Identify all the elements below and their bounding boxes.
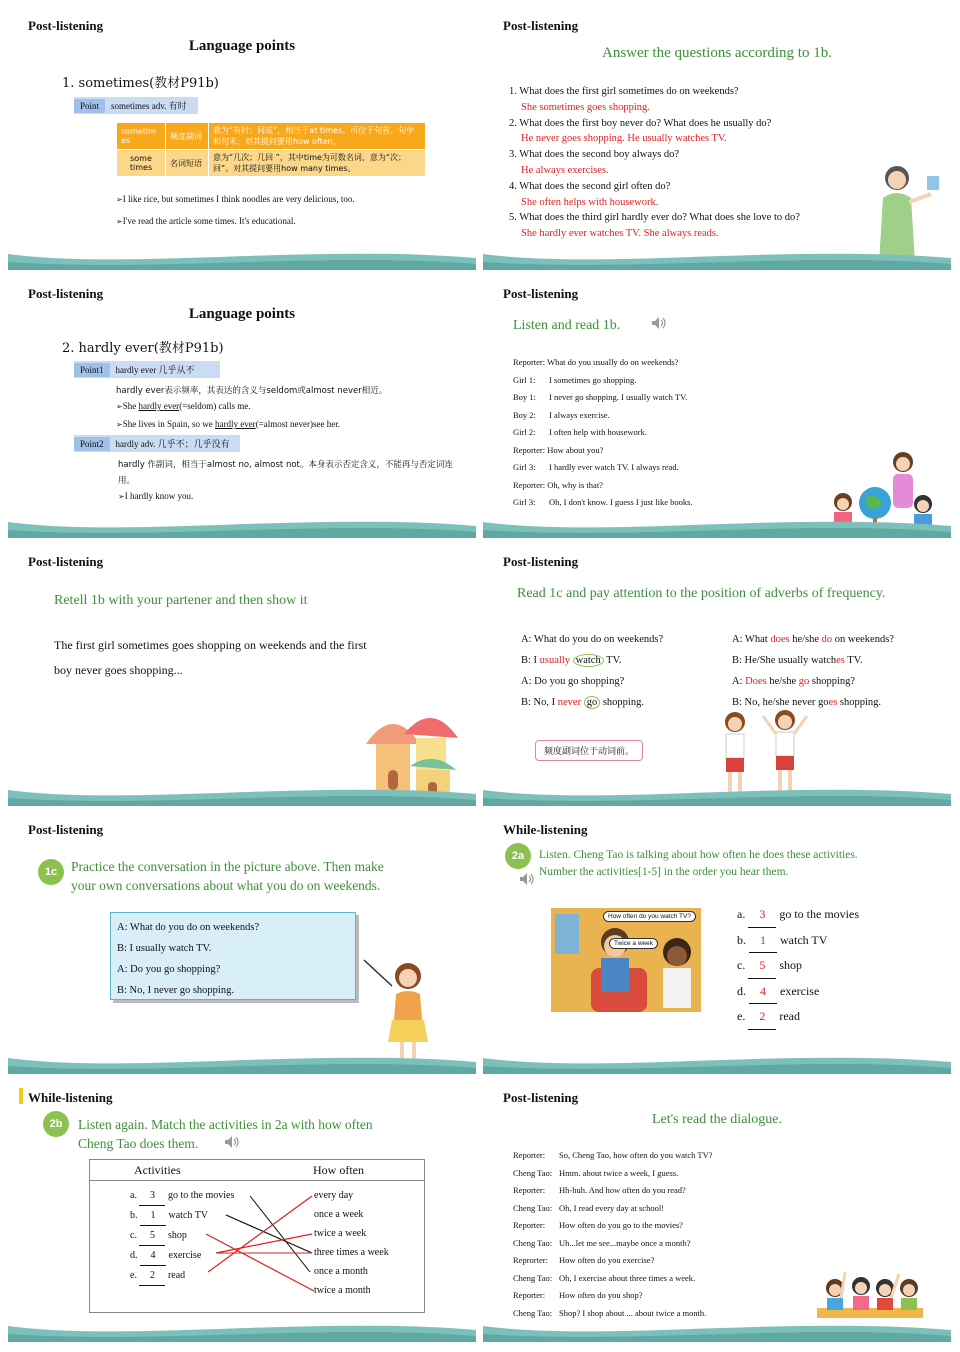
answer: She often helps with housework.: [521, 196, 659, 208]
point-tag-label: Point: [74, 99, 105, 113]
column-header: Activities: [134, 1163, 181, 1177]
matching-table: [89, 1159, 425, 1313]
speaker-icon[interactable]: [519, 872, 535, 886]
dialogue-line: Boy 2: I always exercise.: [513, 409, 610, 420]
instruction-line: Listen. Cheng Tao is talking about how often he does these activities.: [539, 849, 858, 861]
qa-list: [509, 84, 849, 242]
answer: She sometimes goes shopping.: [521, 101, 650, 113]
point-tag-text: sometimes adv. 有时: [111, 101, 187, 111]
dialogue-line: Boy 1: I never go shopping. I usually watch TV.: [513, 392, 688, 402]
instruction: [539, 847, 858, 881]
slide-title: Post-listening: [28, 286, 104, 301]
frequency-item: once a month: [314, 1266, 368, 1277]
note-callout: 频度副词位于动词前。: [535, 740, 643, 761]
slide-title: Post-listening: [503, 18, 579, 33]
list-item: a. 3 go to the movies: [737, 902, 859, 928]
wave-decoration: [483, 784, 951, 806]
slide-heading: Language points: [188, 306, 296, 322]
list-item: c. 5 shop: [130, 1226, 234, 1246]
dialogue-line: Reporter: Oh, why is that?: [513, 479, 603, 490]
matching-lines: [90, 1160, 424, 1312]
point-tag-text: hardly adv. 几乎不；几乎没有: [115, 439, 230, 449]
slide-heading: Read 1c and pay attention to the position of adverbs of frequency.: [517, 586, 886, 601]
slide-listen-and-read: [483, 276, 951, 538]
exercise-badge: 2a: [505, 843, 531, 869]
frequency-item: every day: [314, 1190, 354, 1201]
numbering-list: [737, 902, 859, 1030]
conversation-line: A: What do you do on weekends?: [117, 922, 260, 933]
table-cell: 意为“几次；几回 ”，其中time为可数名词，意为“次；回”。对其提问要用how many times。: [209, 150, 426, 177]
example-sentence: ➢ She lives in Spain, so we hardly ever(=almost never)see her.: [116, 419, 340, 429]
dialogue-line: B: No, I never go shopping.: [521, 697, 644, 708]
slide-heading: Answer the questions according to 1b.: [602, 45, 832, 61]
answer-blank[interactable]: 1: [749, 928, 777, 954]
instruction: [71, 857, 384, 895]
wave-decoration: [483, 516, 951, 538]
frequency-item: three times a week: [314, 1247, 389, 1258]
answer-blank[interactable]: 5: [748, 953, 776, 979]
example-sentence: ➢ I've read the article some times. It's educational.: [116, 216, 296, 226]
dialogue-line: B: He/She usually watches TV.: [732, 655, 863, 666]
slide-read-dialogue: [483, 1080, 951, 1342]
list-item: a. 3 go to the movies: [130, 1186, 234, 1206]
table-row: [117, 123, 426, 150]
conversation-box: [110, 912, 356, 1000]
dialogue-line: Girl 1: I sometimes go shopping.: [513, 374, 637, 385]
slide-while-listening-2b: [8, 1080, 476, 1342]
dialogue-line: A: Does he/she go shopping?: [732, 676, 856, 687]
list-item: d. 4 exercise: [737, 979, 859, 1005]
speech-bubble: How often do you watch TV?: [603, 911, 696, 922]
question: 3. What does the second boy always do?: [509, 149, 680, 161]
point-tag-text: hardly ever 几乎从不: [115, 365, 195, 375]
exercise-badge: 2b: [43, 1111, 69, 1137]
table-cell: 名词短语: [166, 150, 209, 177]
slide-title: Post-listening: [28, 822, 104, 837]
conversation-line: A: Do you go shopping?: [117, 964, 221, 975]
point1-tag: [74, 361, 220, 378]
dialogue-left: [521, 629, 663, 713]
answer-blank[interactable]: 4: [140, 1246, 166, 1266]
answer-blank[interactable]: 1: [140, 1206, 166, 1226]
column-header: How often: [313, 1163, 364, 1177]
point-tag-label: Point2: [74, 437, 110, 451]
frequency-item: twice a week: [314, 1228, 367, 1239]
question: 5. What does the third girl hardly ever do? What does she love to do?: [509, 212, 800, 224]
example-sentence: ➢ She hardly ever(=seldom) calls me.: [116, 401, 251, 411]
dialogue-line: Reporter: How often do you go to the movies?: [513, 1220, 683, 1230]
wave-decoration: [8, 784, 476, 806]
wave-decoration: [483, 248, 951, 270]
answer-blank[interactable]: 3: [139, 1186, 165, 1206]
answer-blank[interactable]: 3: [748, 902, 776, 928]
point-tag: [74, 97, 198, 114]
conversation-line: B: No, I never go shopping.: [117, 985, 234, 996]
answer-blank[interactable]: 2: [139, 1266, 165, 1286]
list-item: b. 1 watch TV: [130, 1206, 234, 1226]
question: 1. What does the first girl sometimes do on weekends?: [509, 86, 739, 97]
frequency-item: once a week: [314, 1209, 364, 1220]
instruction-line: Cheng Tao does them.: [78, 1136, 199, 1151]
answer-blank[interactable]: 4: [749, 979, 777, 1005]
retell-text: boy never goes shopping...: [54, 663, 183, 677]
dialogue: [513, 1147, 713, 1322]
instruction-line: Listen again. Match the activities in 2a with how often: [78, 1117, 373, 1132]
instruction-line: your own conversations about what you do on weekends.: [71, 878, 381, 893]
slide-while-listening-2a: [483, 812, 951, 1074]
exercise-badge: 1c: [38, 859, 64, 885]
dialogue-line: A: Do you go shopping?: [521, 676, 625, 687]
dialogue-line: Reprorter: How often do you exercise?: [513, 1255, 655, 1265]
match-line: [206, 1234, 314, 1291]
dialogue-line: Reporter: What do you usually do on weekends?: [513, 357, 679, 367]
slide-language-points-hardly-ever: [8, 276, 476, 538]
dialogue-line: Cheng Tao: Shop? I shop about ... about twice a month.: [513, 1307, 707, 1318]
wave-decoration: [8, 248, 476, 270]
answer: She hardly ever watches TV. She always reads.: [521, 228, 719, 240]
frequency-item: twice a month: [314, 1285, 371, 1296]
slide-answer-questions: [483, 8, 951, 270]
slide-title: Post-listening: [503, 554, 579, 569]
dialogue-line: Reporter: How often do you shop?: [513, 1290, 643, 1300]
retell-text: The first girl sometimes goes shopping on weekends and the first: [54, 638, 367, 652]
slide-title: While-listening: [503, 822, 588, 837]
list-item: e. 2 read: [737, 1004, 859, 1030]
wave-decoration: [8, 1320, 476, 1342]
slide-adverbs-position: [483, 544, 951, 806]
dialogue-line: Reporter: So, Cheng Tao, how often do you watch TV?: [513, 1150, 713, 1160]
slide-heading: Listen and read 1b.: [513, 318, 621, 333]
slide-title: Post-listening: [503, 286, 579, 301]
listening-picture: [551, 908, 701, 1012]
match-line: [216, 1234, 312, 1253]
slide-language-points-sometimes: [8, 8, 476, 270]
table-cell: sometim es: [117, 123, 166, 150]
slide-heading: Language points: [188, 38, 296, 54]
instruction-line: Practice the conversation in the picture above. Then make: [71, 859, 384, 874]
dialogue-line: Cheng Tao: Hmm. about twice a week, I guess.: [513, 1167, 679, 1178]
wave-decoration: [8, 516, 476, 538]
conversation-line: B: I usually watch TV.: [117, 943, 212, 954]
dialogue-right: [732, 629, 894, 713]
example-sentence: ➢ I like rice, but sometimes I think noodles are very delicious, too.: [116, 194, 355, 204]
dialogue-line: Reporter: Hh-huh. And how often do you read?: [513, 1185, 686, 1195]
dialogue-line: B: No, he/she never goes shopping.: [732, 697, 882, 708]
wave-decoration: [483, 1052, 951, 1074]
dialogue-line: Reporter: How about you?: [513, 444, 604, 455]
slide-retell: [8, 544, 476, 806]
question: 2. What does the first boy never do? What does he usually do?: [509, 117, 772, 129]
language-table: [116, 122, 426, 177]
dialogue-line: Girl 3: I hardly ever watch TV. I always read.: [513, 462, 679, 472]
dialogue-line: A: What do you do on weekends?: [521, 634, 664, 645]
students-illustration: [815, 1248, 947, 1328]
point2-tag: [74, 435, 240, 452]
point-tag-label: Point1: [74, 363, 110, 377]
dialogue-line: B: I usually watch TV.: [521, 655, 622, 666]
dialogue-line: Cheng Tao: Oh, I exercise about three times a week.: [513, 1272, 696, 1283]
dialogue-line: Girl 2: I often help with housework.: [513, 427, 647, 437]
list-item: e. 2 read: [130, 1266, 234, 1286]
dialogue: [513, 354, 693, 512]
dialogue-line: Cheng Tao: Oh, I read every day at school!: [513, 1202, 665, 1213]
point-item: 1. sometimes(教材P91b): [62, 76, 219, 91]
explanation: hardly 作副词，相当于almost no, almost not。本身表示否定含义，不能再与否定词连用。: [118, 460, 453, 486]
match-line: [208, 1196, 312, 1272]
table-cell: some times: [117, 150, 166, 177]
slide-title: While-listening: [28, 1090, 113, 1105]
instruction-line: Number the activities[1-5] in the order you hear them.: [539, 866, 789, 878]
list-item: b. 1 watch TV: [737, 928, 859, 954]
table-cell: 意为“有时；间或”，相当于at times。可位于句首、句中和句末，对其提问要用how often。: [209, 123, 426, 150]
wave-decoration: [483, 1320, 951, 1342]
speech-bubble: Twice a week: [609, 938, 658, 949]
point-item: 2. hardly ever(教材P91b): [62, 341, 224, 356]
speaker-icon[interactable]: [224, 1135, 240, 1149]
slide-heading: Let's read the dialogue.: [651, 1112, 783, 1127]
answer-blank[interactable]: 2: [748, 1004, 776, 1030]
slide-title: Post-listening: [28, 554, 104, 569]
answer: He always exercises.: [521, 164, 609, 176]
title-accent: [19, 1088, 23, 1104]
dialogue-line: A: What does he/she do on weekends?: [732, 634, 894, 645]
list-item: c. 5 shop: [737, 953, 859, 979]
table-row: [117, 150, 426, 177]
explanation: hardly ever表示频率，其表达的含义与seldom或almost never相近。: [116, 386, 388, 396]
answer-blank[interactable]: 5: [139, 1226, 165, 1246]
speaker-icon[interactable]: [651, 316, 667, 330]
example-sentence: ➢ I hardly know you.: [118, 491, 193, 501]
interview-illustration: [551, 908, 701, 1012]
slide-title: Post-listening: [28, 18, 104, 33]
table-cell: 频度副词: [166, 123, 209, 150]
dialogue-line: Cheng Tao: Uh...let me see...maybe once a month?: [513, 1237, 691, 1248]
answer: He never goes shopping. He usually watches TV.: [521, 133, 727, 145]
list-item: d. 4 exercise: [130, 1246, 234, 1266]
wave-decoration: [8, 1052, 476, 1074]
slide-title: Post-listening: [503, 1090, 579, 1105]
question: 4. What does the second girl often do?: [509, 180, 671, 192]
dialogue-line: Girl 3: Oh, I don't know. I guess I just like books.: [513, 497, 693, 507]
slide-heading: Retell 1b with your partener and then show it: [54, 593, 308, 608]
slide-practice-1c: [8, 812, 476, 1074]
